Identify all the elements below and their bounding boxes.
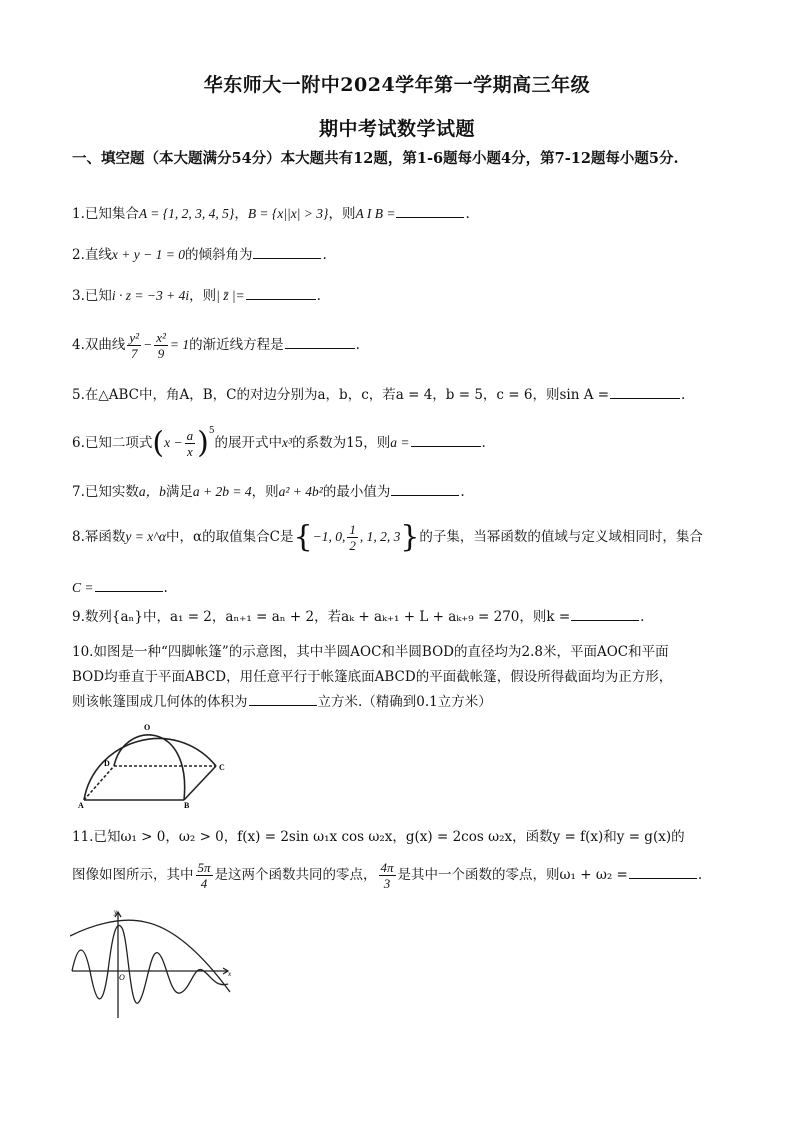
q10-answer-blank[interactable]	[249, 691, 317, 706]
tent-label-b: B	[184, 801, 190, 810]
q1-mid: ，则	[328, 206, 356, 222]
tent-label-a: A	[78, 801, 84, 810]
q11-line2-pre: 图像如图所示，其中	[72, 867, 194, 883]
q8-mid: 中，α的取值集合C是	[166, 529, 294, 545]
q2-prefix: 2.直线	[72, 247, 112, 263]
graph-label-y: y	[114, 908, 118, 916]
q1-expr: A I B =	[355, 206, 396, 221]
q3-prefix: 3.已知	[72, 288, 112, 304]
question-3	[72, 285, 727, 307]
q6-term: x³	[282, 435, 293, 450]
q1-prefix: 1.已知集合	[72, 206, 139, 222]
q7-vars: a，b	[138, 484, 166, 499]
q11-answer-blank[interactable]	[629, 864, 697, 879]
q8-prefix: 8.幂函数	[72, 529, 126, 545]
function-graph-figure	[70, 908, 235, 1020]
q4-answer-blank[interactable]	[285, 334, 355, 349]
question-9	[72, 606, 727, 628]
q9-answer-blank[interactable]	[571, 606, 639, 621]
question-7	[72, 481, 727, 503]
exam-title-line2: 期中考试数学试题	[318, 118, 475, 140]
q1-end: .	[465, 206, 470, 222]
q2-expr: x + y − 1 = 0	[111, 247, 185, 262]
q3-answer-blank[interactable]	[246, 285, 316, 300]
question-11-line1: 11.已知ω₁ > 0，ω₂ > 0，f(x) = 2sin ω₁x cos ω₂x，g(x) = 2cos ω₂x，函数y = f(x)和y = g(x)的	[72, 829, 685, 845]
question-5	[72, 384, 727, 406]
q4-eq: = 1	[169, 337, 190, 352]
q8-end: .	[163, 580, 168, 596]
q3-end: .	[316, 288, 321, 304]
q7-mid: 满足	[165, 484, 193, 500]
q6-mid2: 的系数为15，则	[292, 435, 391, 451]
q10-line3-post: 立方米.（精确到0.1立方米）	[317, 694, 492, 710]
q9-end: .	[640, 609, 645, 625]
q11-frac2: $\frac{4\pi}{3}$	[380, 860, 394, 891]
q7-answer-blank[interactable]	[391, 481, 459, 496]
q8-expr: y = x^α	[125, 529, 167, 544]
q6-exp: 5	[208, 426, 215, 436]
q8-answer-blank[interactable]	[95, 577, 163, 592]
q6-prefix: 6.已知二项式	[72, 435, 153, 451]
q8-line2: C =	[72, 580, 94, 595]
exam-title-line1: 华东师大一附中2024学年第一学期高三年级	[203, 74, 591, 96]
q6-x: x −	[164, 435, 183, 450]
q11-line2-mid: 是这两个函数共同的零点，	[214, 867, 377, 883]
q4-prefix: 4.双曲线	[72, 337, 126, 353]
question-8-line2	[72, 577, 727, 599]
q3-expr: i · z = −3 + 4i	[111, 288, 190, 303]
q1-answer-blank[interactable]	[396, 203, 464, 218]
q4-minus: −	[143, 337, 153, 352]
question-1	[72, 203, 727, 225]
question-10-line3	[72, 691, 727, 713]
q1-set-b: B = {x||x| > 3}	[247, 206, 329, 221]
q1-set-a: A = {1, 2, 3, 4, 5}	[138, 206, 235, 221]
q1-sep: ，	[234, 206, 248, 222]
q5-text: 5.在△ABC中，角A，B，C的对边分别为a，b，c，若a = 4，b = 5，c = 6，则sin A =	[72, 387, 610, 403]
q6-answer-blank[interactable]	[411, 432, 481, 447]
graph-label-o: O	[119, 973, 125, 982]
q2-end: .	[322, 247, 327, 263]
q10-line3-pre: 则该帐篷围成几何体的体积为	[72, 694, 248, 710]
q4-end: .	[355, 337, 360, 353]
question-11-line2	[72, 860, 727, 891]
q6-mid: 的展开式中	[214, 435, 283, 451]
q4-frac2: $\frac{\text{x²}}{9}$	[156, 330, 166, 361]
q9-text: 9.数列{aₙ}中，a₁ = 2，aₙ₊₁ = aₙ + 2，若aₖ + aₖ₊₁ + L + aₖ₊₉ = 270，则k =	[72, 609, 571, 625]
q6-expr: a =	[390, 435, 410, 450]
q7-expr: a + 2b = 4	[192, 484, 252, 499]
q4-mid: 的渐近线方程是	[189, 337, 284, 353]
tent-label-c: C	[219, 763, 225, 772]
tent-figure	[74, 720, 234, 810]
tent-label-d: D	[104, 759, 110, 768]
q4-frac1: $\frac{\text{y²}}{7}$	[129, 330, 140, 361]
q5-end: .	[681, 387, 686, 403]
question-10-line1: 10.如图是一种“四脚帐篷”的示意图，其中半圆AOC和半圆BOD的直径均为2.8米，平面AOC和平面	[72, 644, 669, 660]
q7-expr2: a² + 4b²	[278, 484, 323, 499]
q3-expr2: | z̄ |=	[216, 288, 245, 303]
q3-mid: ，则	[189, 288, 217, 304]
q8-set-pre: −1, 0,	[312, 529, 346, 544]
q6-end: .	[481, 435, 486, 451]
q7-mid3: 的最小值为	[322, 484, 391, 500]
q11-end: .	[697, 867, 703, 883]
q6-frac: $\frac{a}{x}$	[186, 428, 194, 459]
graph-label-x: x	[228, 970, 232, 978]
q2-answer-blank[interactable]	[253, 244, 321, 259]
q8-set-post: , 1, 2, 3	[359, 529, 401, 544]
q8-frac: $\frac{1}{2}$	[349, 522, 356, 553]
question-4	[72, 330, 727, 361]
question-2	[72, 244, 727, 266]
question-6: 6.已知二项式(x − $\frac{a}{x}$ )$^5$的展开式中x³的系数为15，则a = .	[72, 425, 486, 461]
q11-frac1: $\frac{5\pi}{4}$	[197, 860, 211, 891]
q7-end: .	[460, 484, 465, 500]
question-8: 8.幂函数y = x^α中，α的取值集合C是{−1, 0, $\frac{1}{2}$ , 1, 2, 3}的子集，当幂函数的值域与定义域相同时，集合	[72, 519, 703, 555]
tent-label-o: O	[144, 723, 151, 732]
q7-mid2: ，则	[251, 484, 279, 500]
question-10-line2: BOD均垂直于平面ABCD，用任意平行于帐篷底面ABCD的平面截帐篷，假设所得截面均为正方形，	[72, 669, 673, 685]
q5-answer-blank[interactable]	[610, 384, 680, 399]
q2-mid: 的倾斜角为	[184, 247, 253, 263]
q11-line2-post: 是其中一个函数的零点，则ω₁ + ω₂ =	[397, 867, 628, 883]
q8-post: 的子集，当幂函数的值域与定义域相同时，集合	[419, 529, 703, 545]
section-heading: 一、填空题（本大题满分54分）本大题共有12题，第1-6题每小题4分，第7-12题每小题5分.	[72, 150, 679, 167]
q7-prefix: 7.已知实数	[72, 484, 139, 500]
